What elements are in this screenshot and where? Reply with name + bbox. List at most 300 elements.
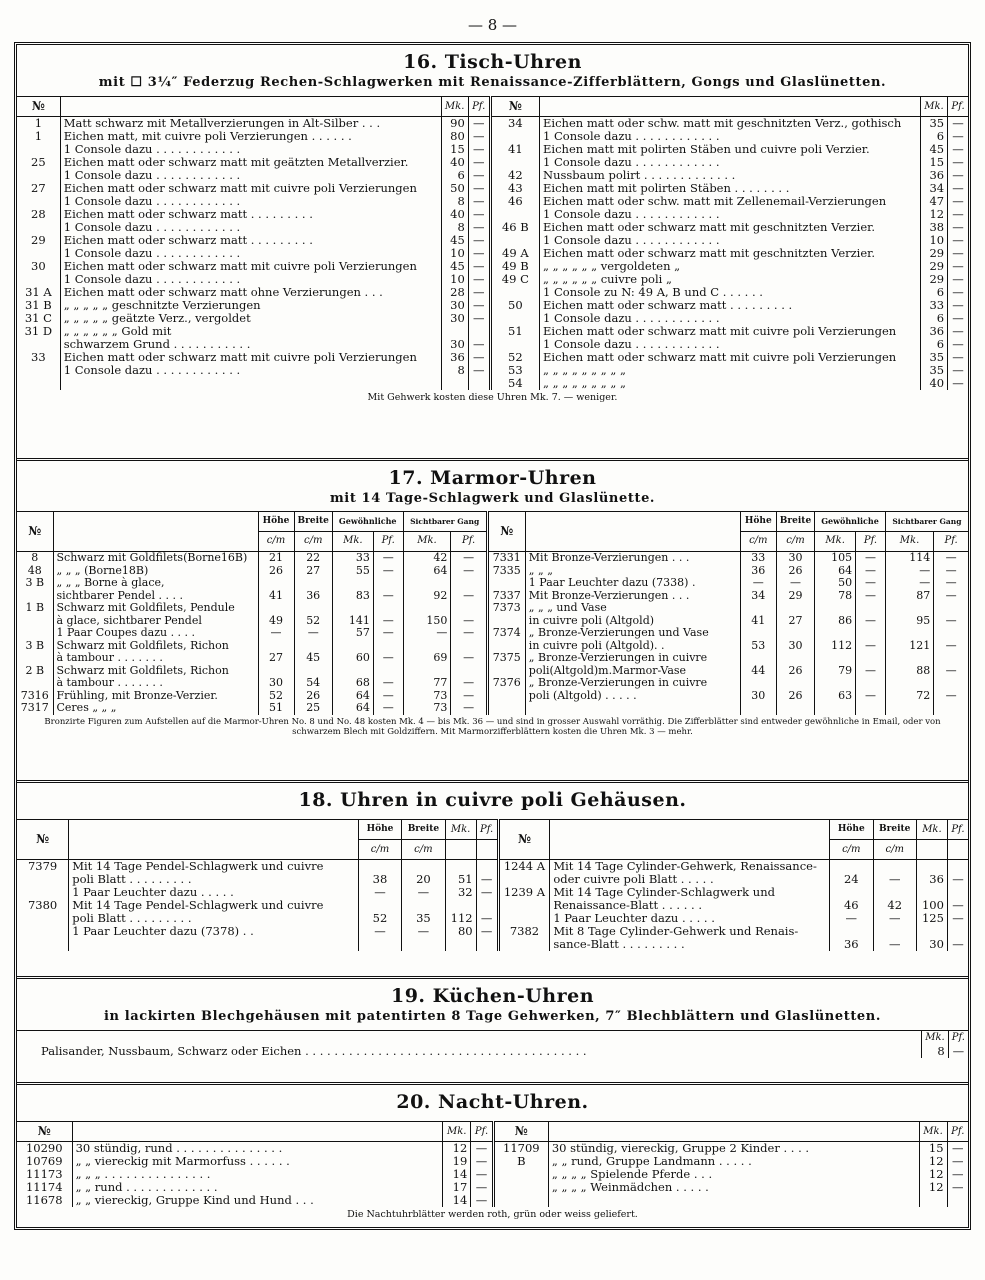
cell-hoehe: 36	[740, 565, 776, 578]
cell-mk: 6	[920, 130, 947, 143]
cell-pf	[476, 860, 498, 874]
cell-desc: Eichen matt oder schwarz matt . . . . . . . . .	[540, 299, 921, 312]
table-row	[17, 1194, 968, 1207]
cell-pf: —	[468, 221, 490, 234]
cell-sicht-mk: 64	[403, 565, 451, 578]
cell-breite	[294, 577, 332, 590]
section-title: 16. Tisch-Uhren	[403, 51, 582, 73]
section-note: Mit Gehwerk kosten diese Uhren Mk. 7. — weniger.	[367, 392, 618, 403]
cell-gew-pf	[373, 602, 403, 615]
unit-cm: c/m	[294, 532, 332, 552]
cell-nr: 54	[490, 377, 539, 390]
cell-mk: 36	[920, 169, 947, 182]
cell-mk: 50	[441, 182, 468, 195]
cell-mk: 40	[441, 156, 468, 169]
cell-pf: —	[947, 1168, 968, 1181]
section-note: Die Nachtuhrblätter werden roth, grün oder weiss geliefert.	[347, 1209, 638, 1220]
cell-desc	[525, 702, 740, 715]
cell-breite	[776, 627, 814, 640]
col-mk: Mk.	[919, 1122, 947, 1142]
cell-sicht-pf: —	[451, 565, 487, 578]
cell-sicht-pf: —	[934, 565, 968, 578]
cell-sicht-pf	[934, 602, 968, 615]
cell-pf: —	[948, 195, 968, 208]
cell-pf	[476, 938, 498, 951]
cell-pf: —	[948, 351, 968, 364]
cell-sicht-pf: —	[451, 590, 487, 603]
cell-nr: 33	[31, 350, 46, 364]
cell-nr: 53	[490, 364, 539, 377]
unit-cm: c/m	[740, 532, 776, 552]
cell-sicht-mk: 88	[885, 665, 933, 678]
cell-nr: B	[493, 1155, 548, 1168]
unit-blank	[476, 840, 498, 860]
cell-mk: 29	[920, 260, 947, 273]
cell-pf: —	[947, 938, 968, 951]
cell-breite	[402, 860, 445, 874]
cell-desc: „ „ „ „ Spielende Pferde . . .	[548, 1168, 919, 1181]
cell-breite: 26	[776, 565, 814, 578]
cell-breite: —	[873, 938, 916, 951]
cell-desc: Mit 14 Tage Pendel-Schlagwerk und cuivre	[69, 860, 359, 874]
cell-nr: 31 B	[24, 298, 52, 312]
cell-desc: 1 Console dazu . . . . . . . . . . . .	[540, 130, 921, 143]
cell-desc: Eichen matt oder schw. matt mit geschnitzten Verz., gothisch	[540, 117, 921, 131]
cell-nr: 11678	[25, 1193, 63, 1207]
cell-pf: —	[948, 325, 968, 338]
section-subtitle: mit 14 Tage-Schlagwerk und Glaslünette.	[329, 491, 656, 506]
cell-nr: 7317	[20, 701, 49, 714]
cell-pf: —	[948, 286, 968, 299]
cell-gew-mk: 78	[815, 590, 856, 603]
cell-pf: —	[476, 886, 498, 899]
unit-mk: Mk.	[332, 532, 373, 552]
cell-gew-pf: —	[856, 552, 886, 565]
section-18	[17, 789, 968, 979]
unit-pf: Pf.	[934, 532, 968, 552]
cell-breite: 45	[294, 652, 332, 665]
cell-desc: 1 Console dazu . . . . . . . . . . . .	[540, 208, 921, 221]
row-pf: —	[948, 1045, 968, 1058]
cell-sicht-pf	[934, 702, 968, 715]
cell-desc: Eichen matt oder schw. matt mit Zellenemail-Verzierungen	[540, 195, 921, 208]
cell-pf: —	[471, 1194, 494, 1207]
cell-gew-mk: 112	[815, 640, 856, 653]
cell-desc: „ „ „ . . . . . . . . . . . . . . .	[72, 1168, 443, 1181]
cell-desc: Nussbaum polirt . . . . . . . . . . . . .	[540, 169, 921, 182]
cell-desc: „ „ viereckig mit Marmorfuss . . . . . .	[72, 1155, 443, 1168]
cell-pf: —	[948, 208, 968, 221]
unit-blank	[916, 840, 947, 860]
col-mk: Mk.	[441, 97, 468, 117]
cell-mk: 30	[441, 338, 468, 351]
cell-sicht-mk: 42	[403, 552, 451, 565]
price-table-19	[17, 1030, 968, 1058]
blank-cell	[17, 1031, 922, 1045]
cell-sicht-mk: 72	[885, 690, 933, 703]
cell-nr	[17, 912, 69, 925]
col-nr: №	[498, 820, 550, 860]
cell-sicht-pf: —	[451, 552, 487, 565]
cell-pf: —	[468, 143, 490, 156]
unit-cm: c/m	[258, 532, 294, 552]
col-nr: №	[493, 1122, 548, 1142]
cell-pf: —	[468, 156, 490, 169]
cell-mk: 10	[920, 234, 947, 247]
cell-desc: 1 Console dazu . . . . . . . . . . . .	[60, 195, 441, 208]
price-table-17	[17, 511, 968, 715]
cell-nr: 10290	[25, 1141, 63, 1155]
cell-pf: —	[476, 925, 498, 938]
cell-hoehe	[830, 860, 873, 874]
cell-sicht-pf	[934, 677, 968, 690]
cell-pf: —	[948, 169, 968, 182]
cell-hoehe: 44	[740, 665, 776, 678]
cell-mk: 19	[443, 1155, 471, 1168]
cell-breite	[294, 602, 332, 615]
cell-nr: 7382	[498, 925, 550, 938]
price-table-18	[17, 819, 968, 951]
unit-cm: c/m	[358, 840, 401, 860]
table-row	[17, 1142, 968, 1156]
cell-breite: —	[776, 577, 814, 590]
cell-hoehe: 41	[258, 590, 294, 603]
cell-hoehe: 46	[830, 899, 873, 912]
cell-desc: „ „ „ „ „ „ Gold mit	[60, 325, 441, 338]
cell-breite	[402, 938, 445, 951]
cell-nr: 49 B	[490, 260, 539, 273]
col-pf: Pf.	[476, 820, 498, 840]
cell-gew-mk: 141	[332, 615, 373, 628]
cell-nr: 1244 A	[498, 860, 550, 874]
section-subtitle: mit ☐ 3¼″ Federzug Rechen-Schlagwerken mit Renaissance-Zifferblättern, Gongs und Glaslünetten.	[98, 75, 887, 90]
col-mk: Mk.	[920, 97, 947, 117]
cell-mk: 12	[919, 1155, 947, 1168]
cell-desc: Eichen matt oder schwarz matt mit geschnitzten Verzier.	[540, 221, 921, 234]
cell-nr: 7376	[487, 677, 525, 690]
cell-gew-pf: —	[856, 690, 886, 703]
cell-mk: 12	[443, 1142, 471, 1156]
section-title: 19. Küchen-Uhren	[390, 985, 595, 1007]
cell-sicht-pf: —	[451, 627, 487, 640]
cell-breite: 35	[402, 912, 445, 925]
table-row	[17, 602, 968, 615]
cell-mk: 40	[920, 377, 947, 390]
col-breite: Breite	[873, 820, 916, 840]
cell-pf: —	[948, 143, 968, 156]
col-mk: Mk.	[443, 1122, 471, 1142]
cell-nr	[493, 1168, 548, 1181]
cell-gew-pf: —	[373, 590, 403, 603]
cell-desc: „ Bronze-Verzierungen in cuivre	[525, 677, 740, 690]
cell-desc: „ „ rund, Gruppe Landmann . . . . .	[548, 1155, 919, 1168]
cell-sicht-pf: —	[934, 640, 968, 653]
cell-sicht-pf	[934, 627, 968, 640]
cell-sicht-mk: 150	[403, 615, 451, 628]
cell-mk	[916, 860, 947, 874]
cell-breite	[776, 702, 814, 715]
table-row	[17, 577, 968, 590]
cell-mk: 45	[920, 143, 947, 156]
cell-pf: —	[468, 117, 490, 131]
cell-nr	[498, 938, 550, 951]
cell-breite: —	[294, 627, 332, 640]
cell-nr: 1	[34, 129, 43, 143]
cell-desc: Eichen matt oder schwarz matt mit cuivre poli Verzierungen	[540, 325, 921, 338]
cell-pf: —	[468, 182, 490, 195]
col-hoehe: Höhe	[830, 820, 873, 840]
cell-nr: 7331	[487, 552, 525, 565]
cell-mk: 10	[441, 273, 468, 286]
cell-nr: 7374	[487, 627, 525, 640]
cell-desc: 1 Console dazu . . . . . . . . . . . .	[540, 156, 921, 169]
cell-nr: 7375	[487, 652, 525, 665]
cell-gew-mk	[815, 677, 856, 690]
cell-sicht-mk: 114	[885, 552, 933, 565]
cell-desc: 1 Console dazu . . . . . . . . . . . .	[60, 247, 441, 260]
cell-mk: 45	[441, 234, 468, 247]
cell-breite	[873, 860, 916, 874]
cell-hoehe	[258, 602, 294, 615]
cell-desc: 1 Paar Coupes dazu . . . .	[53, 627, 258, 640]
cell-pf: —	[948, 182, 968, 195]
unit-pf: Pf.	[373, 532, 403, 552]
cell-mk: 14	[443, 1168, 471, 1181]
unit-pf: Pf.	[451, 532, 487, 552]
cell-hoehe: 24	[830, 873, 873, 886]
cell-gew-pf: —	[373, 552, 403, 565]
cell-hoehe: 27	[258, 652, 294, 665]
col-breite: Breite	[402, 820, 445, 840]
cell-nr: 52	[490, 351, 539, 364]
table-row	[17, 652, 968, 665]
cell-gew-pf	[856, 652, 886, 665]
cell-sicht-mk	[403, 602, 451, 615]
cell-desc: Eichen matt oder schwarz matt mit cuivre poli Verzierungen	[60, 351, 441, 364]
cell-desc: Schwarz mit Goldfilets, Pendule	[53, 602, 258, 615]
cell-sicht-pf	[934, 652, 968, 665]
col-nr: №	[17, 820, 69, 860]
cell-nr	[487, 690, 525, 703]
cell-gew-pf	[856, 677, 886, 690]
cell-desc: Frühling, mit Bronze-Verzier.	[53, 690, 258, 703]
cell-gew-pf: —	[373, 565, 403, 578]
unit-cm: c/m	[873, 840, 916, 860]
cell-gew-mk	[815, 702, 856, 715]
cell-pf: —	[947, 899, 968, 912]
cell-gew-pf	[856, 602, 886, 615]
cell-nr: 31 A	[25, 285, 52, 299]
cell-sicht-pf: —	[451, 677, 487, 690]
cell-nr: 31 D	[24, 324, 53, 338]
cell-sicht-pf: —	[934, 690, 968, 703]
cell-desc: „ „ viereckig, Gruppe Kind und Hund . . .	[72, 1194, 443, 1207]
col-hoehe: Höhe	[740, 512, 776, 532]
cell-nr	[17, 938, 69, 951]
cell-gew-pf: —	[856, 665, 886, 678]
cell-nr	[17, 364, 60, 377]
cell-desc: Mit 14 Tage Pendel-Schlagwerk und cuivre	[69, 899, 359, 912]
cell-desc: sichtbarer Pendel . . . .	[53, 590, 258, 603]
cell-mk: 6	[920, 286, 947, 299]
cell-gew-pf	[856, 702, 886, 715]
cell-nr	[493, 1194, 548, 1207]
cell-desc: 1 Console dazu . . . . . . . . . . . .	[60, 221, 441, 234]
cell-mk: 36	[441, 351, 468, 364]
cell-pf: —	[948, 273, 968, 286]
cell-nr: 3 B	[25, 638, 45, 652]
section-title: 20. Nacht-Uhren.	[396, 1091, 589, 1113]
cell-mk: 14	[443, 1194, 471, 1207]
cell-pf: —	[947, 1181, 968, 1194]
table-row	[17, 377, 968, 390]
cell-desc: „ „ „ „ „ geätzte Verz., vergoldet	[60, 312, 441, 325]
cell-breite: 42	[873, 899, 916, 912]
cell-desc	[60, 377, 441, 390]
col-breite: Breite	[776, 512, 814, 532]
cell-hoehe: 30	[740, 690, 776, 703]
cell-desc: à tambour . . . . . . .	[53, 652, 258, 665]
cell-desc: 1 Paar Leuchter dazu . . . . .	[550, 912, 830, 925]
cell-mk: 33	[920, 299, 947, 312]
cell-desc: poli Blatt . . . . . . . . .	[69, 912, 359, 925]
cell-nr	[17, 627, 53, 640]
cell-pf: —	[468, 338, 490, 351]
cell-nr: 31 C	[24, 311, 52, 325]
cell-pf: —	[468, 351, 490, 364]
cell-pf: —	[948, 338, 968, 351]
table-row	[17, 702, 968, 715]
table-row	[17, 690, 968, 703]
row-desc: Palisander, Nussbaum, Schwarz oder Eichen . . . . . . . . . . . . . . . . . . . . . . . . . . . . . . . . . . . . . . .	[41, 1043, 587, 1058]
cell-hoehe: 49	[258, 615, 294, 628]
cell-desc: Schwarz mit Goldfilets, Richon	[53, 665, 258, 678]
cell-pf: —	[471, 1142, 494, 1156]
cell-desc: „ Bronze-Verzierungen und Vase	[525, 627, 740, 640]
cell-desc: „ „ „ „ „ geschnitzte Verzierungen	[60, 299, 441, 312]
cell-desc: „ Bronze-Verzierungen in cuivre	[525, 652, 740, 665]
col-breite: Breite	[294, 512, 332, 532]
cell-nr: 7335	[487, 565, 525, 578]
cell-desc: 1 Console dazu . . . . . . . . . . . .	[540, 338, 921, 351]
section-title: 18. Uhren in cuivre poli Gehäusen.	[298, 789, 687, 811]
cell-nr: 49 C	[490, 273, 539, 286]
cell-gew-pf	[856, 627, 886, 640]
cell-nr: 10769	[25, 1154, 63, 1168]
cell-nr: 42	[490, 169, 539, 182]
cell-desc: Mit 8 Tage Cylinder-Gehwerk und Renais-	[550, 925, 830, 938]
cell-breite: —	[873, 912, 916, 925]
section-note: Bronzirte Figuren zum Aufstellen auf die Marmor-Uhren No. 8 und No. 48 kosten Mk. 4 — bis Mk. 36 — und sind in grosser Auswahl vorräthig. Die Zifferblätter sind entweder gewöhnliche in Email, oder von schwarzem Blech mit Goldziffern. Mit Marmorzifferblättern kosten die Uhren Mk. 3 — mehr.	[44, 716, 941, 737]
cell-sicht-mk	[885, 677, 933, 690]
cell-nr: 41	[490, 143, 539, 156]
cell-hoehe	[740, 602, 776, 615]
cell-desc: „ „ „ und Vase	[525, 602, 740, 615]
cell-pf: —	[468, 169, 490, 182]
cell-mk: 40	[441, 208, 468, 221]
col-pf: Pf.	[947, 1122, 968, 1142]
page-number: — 8 —	[467, 16, 518, 34]
cell-mk: 17	[443, 1181, 471, 1194]
col-hoehe: Höhe	[258, 512, 294, 532]
cell-gew-mk: 79	[815, 665, 856, 678]
col-sichtbarer-gang: Sichtbarer Gang	[885, 512, 968, 532]
cell-mk: 28	[441, 286, 468, 299]
cell-pf: —	[947, 1142, 968, 1156]
col-hoehe: Höhe	[358, 820, 401, 840]
cell-nr: 51	[490, 325, 539, 338]
cell-pf: —	[476, 873, 498, 886]
cell-desc: Eichen matt oder schwarz matt . . . . . . . . .	[60, 208, 441, 221]
cell-pf: —	[948, 312, 968, 325]
cell-breite: —	[873, 873, 916, 886]
cell-desc: „ „ „ „ „ „ vergoldeten „	[540, 260, 921, 273]
cell-gew-mk: 57	[332, 627, 373, 640]
table-row	[17, 860, 968, 874]
cell-sicht-mk: 73	[403, 690, 451, 703]
cell-gew-mk: 68	[332, 677, 373, 690]
cell-mk: 10	[441, 247, 468, 260]
cell-pf: —	[468, 195, 490, 208]
cell-pf: —	[468, 130, 490, 143]
cell-hoehe: 38	[358, 873, 401, 886]
cell-desc: Ceres „ „ „	[53, 702, 258, 715]
cell-pf: —	[948, 234, 968, 247]
cell-breite: 26	[294, 690, 332, 703]
col-sichtbarer-gang: Sichtbarer Gang	[403, 512, 487, 532]
cell-gew-pf: —	[856, 590, 886, 603]
table-row	[17, 364, 968, 377]
cell-sicht-mk: 92	[403, 590, 451, 603]
col-nr: №	[17, 97, 60, 117]
cell-nr: 2 B	[25, 663, 45, 677]
cell-hoehe: —	[358, 886, 401, 899]
cell-mk: 15	[919, 1142, 947, 1156]
cell-nr: 11173	[25, 1167, 63, 1181]
cell-sicht-pf: —	[451, 702, 487, 715]
cell-gew-pf: —	[856, 640, 886, 653]
col-nr: №	[17, 512, 53, 552]
cell-nr: 48	[27, 563, 42, 577]
unit-mk: Mk.	[885, 532, 933, 552]
cell-mk: 35	[920, 364, 947, 377]
cell-breite: 54	[294, 677, 332, 690]
cell-sicht-mk: —	[885, 577, 933, 590]
cell-nr: 8	[31, 551, 39, 564]
cell-mk: 12	[919, 1168, 947, 1181]
cell-desc: poli(Altgold)m.Marmor-Vase	[525, 665, 740, 678]
cell-mk: 100	[916, 899, 947, 912]
cell-nr: 7380	[27, 898, 58, 912]
cell-hoehe	[358, 860, 401, 874]
cell-desc: „ „ „ Borne à glace,	[53, 577, 258, 590]
cell-breite: 29	[776, 590, 814, 603]
cell-hoehe: 53	[740, 640, 776, 653]
cell-gew-mk: 64	[332, 690, 373, 703]
cell-hoehe	[740, 627, 776, 640]
cell-gew-mk	[815, 627, 856, 640]
unit-mk: Mk.	[815, 532, 856, 552]
col-gewoehnliche: Gewöhnliche	[332, 512, 403, 532]
cell-mk: 45	[441, 260, 468, 273]
cell-sicht-mk	[885, 702, 933, 715]
cell-desc: Eichen matt mit polirten Stäben . . . . . . . .	[540, 182, 921, 195]
section-20	[17, 1091, 968, 1251]
cell-mk: 6	[441, 169, 468, 182]
cell-mk	[441, 377, 468, 390]
cell-gew-pf: —	[373, 702, 403, 715]
cell-nr: 11174	[25, 1180, 63, 1194]
